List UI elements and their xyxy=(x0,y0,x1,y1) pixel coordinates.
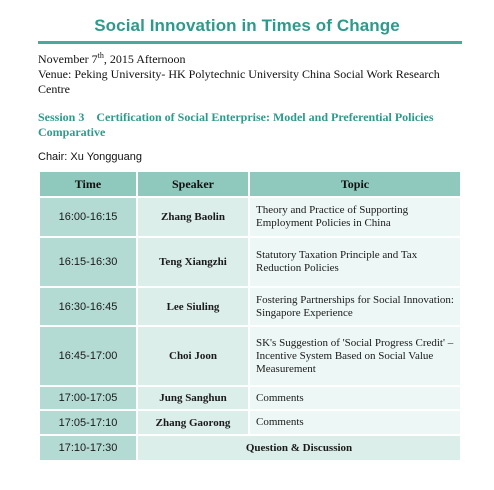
event-info xyxy=(38,52,468,97)
table-row xyxy=(40,387,460,409)
table-row xyxy=(40,288,460,325)
speaker-cell: Lee Siuling xyxy=(138,288,248,325)
page-title: Social Innovation in Times of Change xyxy=(94,16,400,35)
event-venue: Venue: Peking University- HK Polytechnic University China Social Work Research Centre xyxy=(38,67,440,96)
topic-cell: SK's Suggestion of 'Social Progress Credit' – Incentive System Based on Social Value Measurement xyxy=(250,327,460,385)
speaker-cell: Zhang Baolin xyxy=(138,198,248,236)
speaker-cell: Choi Joon xyxy=(138,327,248,385)
table-header-row xyxy=(40,172,460,196)
session-heading xyxy=(38,110,468,140)
time-cell: 16:30-16:45 xyxy=(40,288,136,325)
event-date xyxy=(38,52,468,67)
topic-cell: Theory and Practice of Supporting Employment Policies in China xyxy=(250,198,460,236)
topic-cell: Comments xyxy=(250,411,460,434)
topic-cell: Fostering Partnerships for Social Innovation: Singapore Experience xyxy=(250,288,460,325)
schedule-table xyxy=(38,170,462,462)
topic-cell: Comments xyxy=(250,387,460,409)
column-header-topic: Topic xyxy=(250,172,460,196)
speaker-cell: Jung Sanghun xyxy=(138,387,248,409)
speaker-cell: Zhang Gaorong xyxy=(138,411,248,434)
session-chair: Chair: Xu Yongguang xyxy=(38,151,142,163)
table-row xyxy=(40,411,460,434)
date-ordinal: th xyxy=(97,51,104,60)
session-title: Certification of Social Enterprise: Model and Preferential Policies Comparative xyxy=(38,110,434,139)
time-cell: 17:05-17:10 xyxy=(40,411,136,434)
time-cell: 17:00-17:05 xyxy=(40,387,136,409)
discussion-cell: Question & Discussion xyxy=(138,436,460,460)
speaker-cell: Teng Xiangzhi xyxy=(138,238,248,286)
column-header-time: Time xyxy=(40,172,136,196)
title-divider xyxy=(38,41,462,44)
time-cell: 16:15-16:30 xyxy=(40,238,136,286)
time-cell: 17:10-17:30 xyxy=(40,436,136,460)
session-number: Session 3 xyxy=(38,110,85,124)
table-row-discussion xyxy=(40,436,460,460)
time-cell: 16:00-16:15 xyxy=(40,198,136,236)
time-cell: 16:45-17:00 xyxy=(40,327,136,385)
table-row xyxy=(40,238,460,286)
table-row xyxy=(40,327,460,385)
table-row xyxy=(40,198,460,236)
date-suffix: , 2015 Afternoon xyxy=(103,52,186,66)
date-text: November 7 xyxy=(38,52,98,66)
topic-cell: Statutory Taxation Principle and Tax Reduction Policies xyxy=(250,238,460,286)
column-header-speaker: Speaker xyxy=(138,172,248,196)
